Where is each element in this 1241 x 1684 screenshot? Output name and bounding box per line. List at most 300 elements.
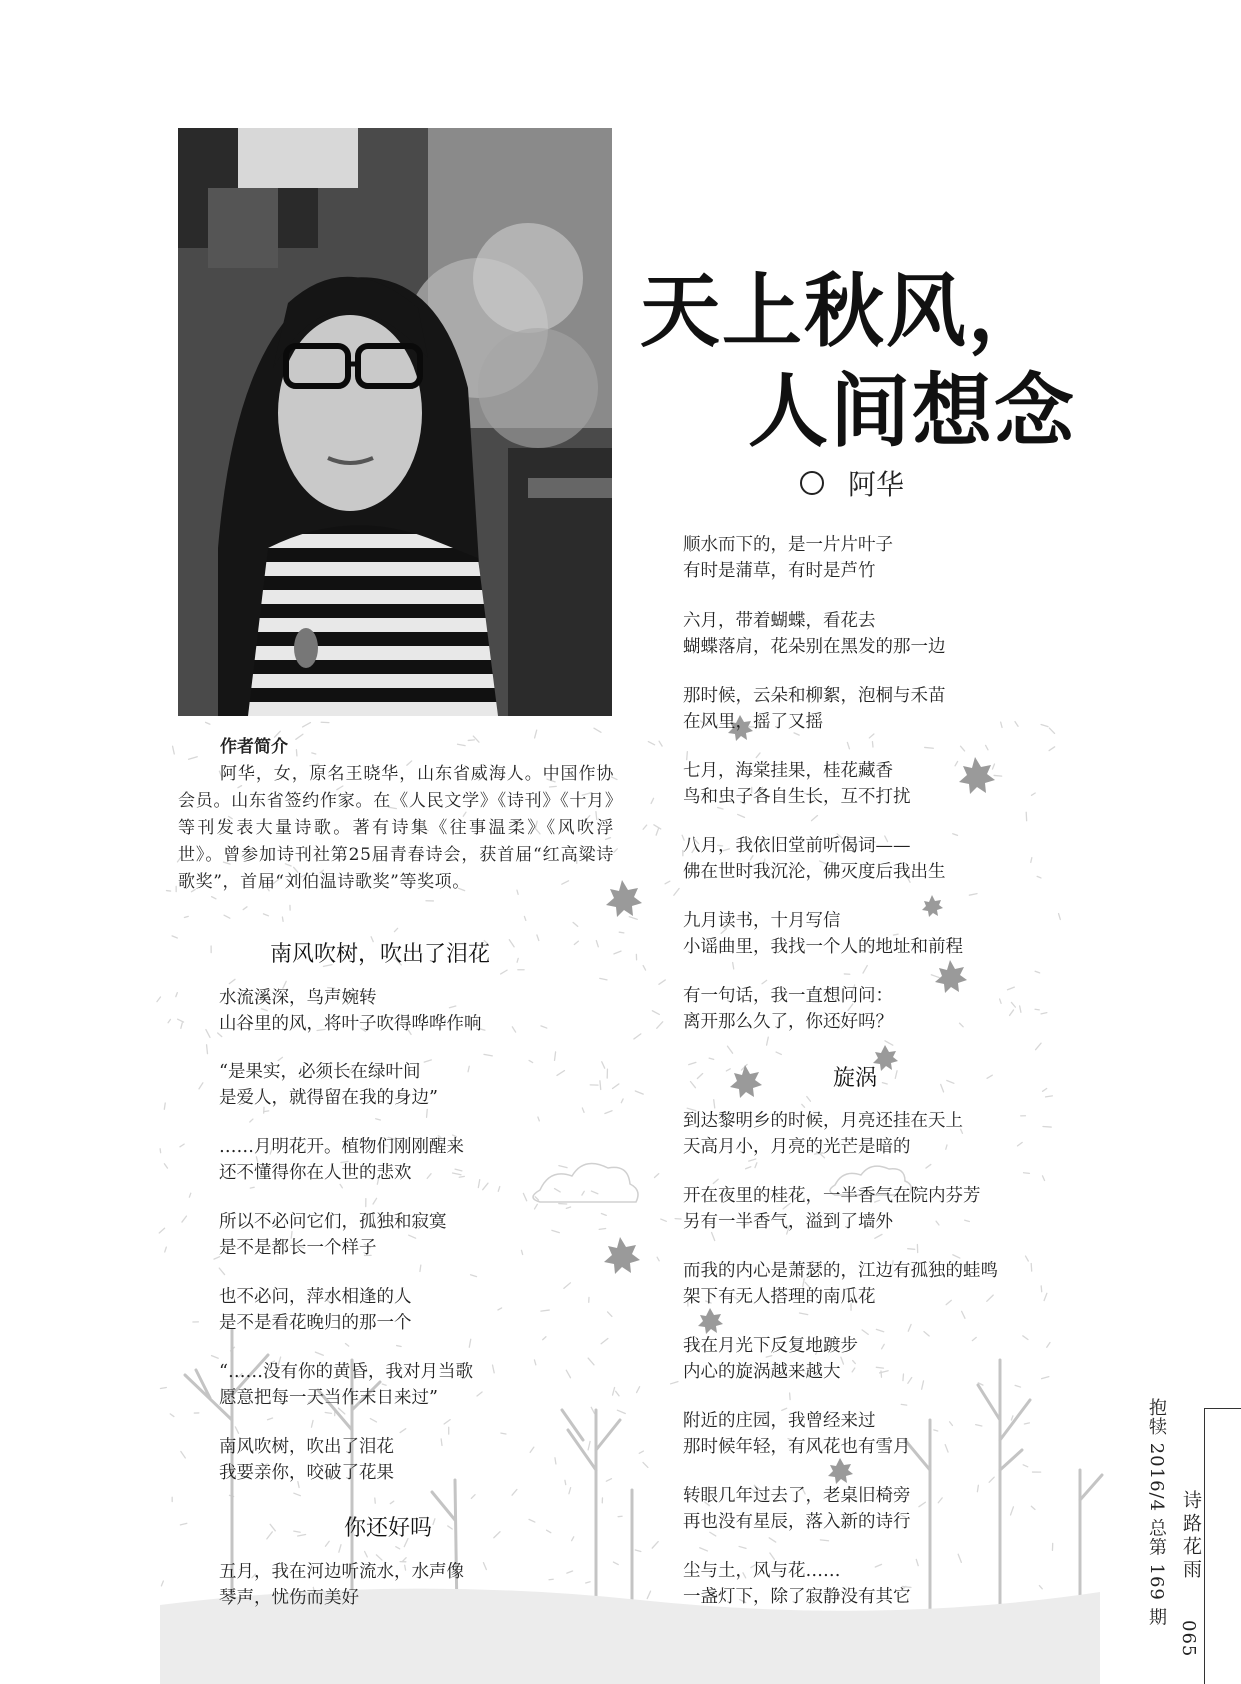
speckle-mark [483,1183,488,1190]
speckle-mark [521,1250,522,1254]
speckle-mark [955,761,958,765]
speckle-mark [881,1371,882,1377]
bio-heading: 作者简介 [220,737,288,757]
author-bio [178,734,614,896]
speckle-mark [588,1358,594,1365]
poem1-stanza [219,1134,464,1186]
speckle-mark [671,1382,678,1384]
poem-title-3: 旋涡 [833,1066,878,1091]
speckle-mark [524,916,525,920]
speckle-mark [339,1545,341,1553]
sidebar-divider-top [1204,1408,1241,1409]
speckle-mark [976,1425,982,1426]
poem2-stanza [683,758,911,810]
poem-line: 五月，我在河边听流水，水声像 [219,1562,464,1582]
speckle-mark [394,928,397,931]
column-name: 诗路花雨 [1180,1490,1202,1582]
speckle-mark [1042,1377,1049,1379]
speckle-mark [468,1066,469,1072]
speckle-mark [882,1083,887,1084]
speckle-mark [1023,1336,1028,1340]
speckle-mark [665,881,670,884]
speckle-mark [212,1356,219,1359]
poem-line: 有时是蒲草，有时是芦竹 [683,561,876,581]
poem-line: 那时候，云朵和柳絮，泡桐与禾苗 [683,686,946,706]
poem-line: ……月明花开。植物们刚刚醒来 [219,1137,464,1157]
poem-line: 附近的庄园，我曾经来过 [683,1411,876,1431]
speckle-mark [566,1207,570,1208]
speckle-mark [535,1204,538,1209]
speckle-mark [448,1526,452,1529]
speckle-mark [950,1422,953,1426]
speckle-mark [586,1582,590,1583]
speckle-mark [608,1312,612,1317]
poem2-stanza [683,532,893,584]
speckle-mark [652,1542,658,1549]
speckle-mark [547,1530,551,1532]
speckle-mark [206,1030,210,1038]
poem3-stanza [683,1258,998,1310]
speckle-mark [365,1551,368,1556]
speckle-mark [659,980,665,984]
speckle-mark [958,1554,961,1562]
poem-line: 在风里，摇了又摇 [683,712,823,732]
speckle-mark [494,1532,500,1538]
speckle-mark [643,825,647,829]
speckle-mark [184,916,188,917]
poem-line: 水流溪深，鸟声婉转 [219,988,377,1008]
speckle-mark [557,1071,565,1076]
speckle-mark [807,1097,811,1102]
speckle-mark [635,1091,643,1094]
speckle-mark [444,1420,450,1424]
speckle-mark [790,1393,791,1400]
speckle-mark [206,722,210,724]
speckle-mark [325,1412,331,1413]
speckle-mark [903,1374,904,1381]
speckle-mark [1035,971,1040,973]
bio-text: 阿华，女，原名王晓华，山东省威海人。中国作协会员。山东省签约作家。在《人民文学》《诗刊》《十月》等刊发表大量诗歌。著有诗集《往事温柔》《风吹浮世》。曾参加诗刊社第25届青春诗会，获首届“红高粱诗歌奖”，首届“刘伯温诗歌奖”等奖项。 [178,764,614,892]
speckle-mark [600,978,607,979]
speckle-mark [160,1387,166,1388]
speckle-mark [656,828,658,835]
speckle-mark [1049,728,1054,733]
speckle-mark [1041,1286,1042,1292]
article-title [640,262,1110,462]
speckle-mark [847,742,849,748]
speckle-mark [1010,1010,1014,1015]
author-byline [800,463,904,503]
poem-line: 九月读书，十月写信 [683,911,841,931]
poem2-stanza [683,908,963,960]
speckle-mark [613,1084,619,1089]
poem-line: “是果实，必须长在绿叶间 [219,1062,421,1082]
speckle-mark [643,966,645,971]
speckle-mark [1049,747,1055,751]
speckle-mark [433,1519,435,1525]
speckle-mark [1041,725,1048,727]
speckle-mark [629,917,637,920]
speckle-mark [1007,987,1014,990]
poem-line: 尘与土，风与花…… [683,1561,841,1581]
poem1-stanza [219,1209,447,1261]
poem-line: 鸟和虫子各自生长，互不打扰 [683,787,911,807]
speckle-mark [168,1019,170,1022]
speckle-mark [647,1591,650,1598]
speckle-mark [219,1268,224,1274]
speckle-mark [471,1495,475,1499]
poem3-stanza [683,1183,981,1235]
speckle-mark [165,1247,167,1252]
speckle-mark [1044,1293,1047,1300]
speckle-mark [992,764,994,769]
speckle-mark [613,1388,615,1396]
speckle-mark [1018,1142,1023,1145]
poem2-stanza [219,1559,464,1611]
speckle-mark [989,1477,994,1482]
poem-line: “……没有你的黄昏，我对月当歌 [219,1362,473,1382]
speckle-mark [639,1451,643,1453]
speckle-mark [925,747,934,748]
poem3-stanza [683,1108,963,1160]
speckle-mark [512,1489,517,1495]
speckle-mark [594,728,601,732]
speckle-mark [767,1037,769,1045]
speckle-mark [420,1265,421,1271]
speckle-mark [345,1344,348,1347]
speckle-mark [726,1069,730,1071]
speckle-mark [799,1313,807,1315]
speckle-mark [908,1378,912,1384]
speckle-mark [876,1329,883,1331]
speckle-mark [697,1074,702,1079]
speckle-mark [739,1546,746,1548]
page-number: 065 [1178,1620,1199,1658]
speckle-mark [397,1346,401,1347]
speckle-mark [591,1407,594,1413]
speckle-mark [582,1191,584,1195]
speckle-mark [564,1283,571,1289]
speckle-mark [962,1311,965,1318]
speckle-mark [541,1026,547,1028]
poem-line: 转眼几年过去了，老桌旧椅旁 [683,1486,911,1506]
poem-line: 是爱人，就得留在我的身边” [219,1088,438,1108]
poem-line: 天高月小，月亮的光芒是暗的 [683,1137,911,1157]
speckle-mark [181,1023,182,1029]
speckle-mark [619,932,624,933]
speckle-mark [541,1310,549,1311]
speckle-mark [926,1164,931,1168]
speckle-mark [181,1451,185,1457]
speckle-mark [738,814,745,817]
speckle-mark [941,1084,944,1091]
speckle-mark [1011,1002,1015,1007]
speckle-mark [616,1391,619,1396]
speckle-mark [552,1230,559,1232]
speckle-mark [509,940,514,947]
speckle-mark [172,936,177,938]
speckle-mark [977,1485,978,1492]
poem-title-2: 你还好吗 [344,1516,433,1541]
issue-info: 抱犊 2016/4 总第 169 期 [1146,1398,1167,1627]
speckle-mark [908,1249,915,1250]
speckle-mark [178,1019,184,1022]
poem-line: 八月，我依旧堂前听偈词—— [683,836,911,856]
title-line-2: 人间想念 [748,365,1076,458]
speckle-mark [498,1187,500,1192]
speckle-mark [267,1532,272,1539]
speckle-mark [567,1571,573,1573]
speckle-mark [648,742,654,745]
speckle-mark [934,1430,938,1431]
speckle-mark [931,975,939,978]
speckle-mark [602,1062,605,1068]
poem-line: 还不懂得你在人世的悲欢 [219,1163,412,1183]
speckle-mark [987,1075,992,1078]
speckle-mark [1024,1173,1030,1174]
speckle-mark [634,1034,641,1039]
speckle-mark [947,1080,954,1083]
speckle-mark [1046,1096,1053,1097]
speckle-mark [591,1191,597,1194]
speckle-mark [180,1523,186,1525]
speckle-mark [1036,1043,1041,1050]
speckle-mark [538,1117,539,1121]
speckle-mark [657,1257,659,1261]
speckle-mark [621,1099,623,1103]
poem-line: 我在月光下反复地踱步 [683,1336,858,1356]
speckle-mark [282,917,283,921]
speckle-mark [565,1480,566,1484]
speckle-mark [159,1228,164,1233]
speckle-mark [1020,1006,1021,1012]
speckle-mark [614,951,621,954]
speckle-mark [674,888,679,895]
speckle-mark [1035,1009,1039,1010]
speckle-mark [478,1180,479,1188]
speckle-mark [199,1083,203,1089]
speckle-mark [263,914,268,916]
speckle-mark [651,798,654,803]
speckle-mark [543,1337,546,1340]
speckle-mark [895,1071,897,1079]
speckle-mark [396,1547,400,1549]
poem-line: 到达黎明乡的时候，月亮还挂在天上 [683,1111,963,1131]
poem-line: 顺水而下的，是一片片叶子 [683,535,893,555]
poem2-stanza [683,833,946,885]
poem-line: 也不必问，萍水相逢的人 [219,1287,412,1307]
speckle-mark [617,1410,625,1413]
poem-line: 我要亲你，咬破了花果 [219,1463,394,1483]
speckle-mark [530,1447,534,1452]
speckle-mark [170,1414,174,1417]
speckle-mark [1043,1176,1045,1181]
speckle-mark [1015,1385,1020,1387]
speckle-mark [534,1360,535,1365]
speckle-mark [471,1275,477,1277]
poem2-stanza [683,683,946,735]
speckle-mark [390,1501,393,1503]
speckle-mark [493,1365,495,1373]
speckle-mark [916,1559,918,1565]
speckle-mark [601,1213,606,1215]
poem-line: 琴声，忧伤而美好 [219,1588,359,1608]
poem-line: 七月，海棠挂果，桂花藏香 [683,761,893,781]
speckle-mark [969,894,977,896]
poem-line: 愿意把每一天当作末日来过” [219,1388,438,1408]
speckle-mark [483,1563,486,1570]
poem-line: 再也没有星辰，落入新的诗行 [683,1512,911,1532]
speckle-mark [588,1441,590,1449]
speckle-mark [477,1392,482,1396]
speckle-mark [938,1498,942,1503]
poem-line: 内心的旋涡越来越大 [683,1362,841,1382]
speckle-mark [264,1111,269,1112]
speckle-mark [250,1187,254,1188]
speckle-mark [537,935,539,940]
speckle-mark [994,775,1002,776]
speckle-mark [566,1370,570,1378]
poem3-stanza [683,1333,858,1385]
speckle-mark [569,1488,571,1494]
speckle-mark [643,1462,648,1467]
speckle-mark [157,997,161,1002]
speckle-mark [1047,1343,1050,1348]
speckle-mark [501,1433,506,1434]
poem2-stanza [683,608,946,660]
speckle-mark [1011,1507,1014,1515]
speckle-mark [161,1581,163,1586]
poem1-stanza [219,1059,438,1111]
poem-line: 是不是都长一个样子 [219,1238,377,1258]
speckle-mark [746,1167,751,1169]
speckle-mark [654,825,661,829]
speckle-mark [572,1537,574,1541]
speckle-mark [876,1367,883,1368]
speckle-mark [298,1535,306,1537]
speckle-mark [189,1193,190,1197]
speckle-mark [370,1419,376,1422]
poem1-stanza [219,1359,473,1411]
author-portrait-image [178,128,612,716]
speckle-mark [555,1458,556,1464]
speckle-mark [469,1339,470,1347]
speckle-mark [1041,1013,1047,1014]
speckle-mark [1024,1423,1029,1424]
speckle-mark [250,1119,253,1122]
speckle-mark [1015,722,1018,727]
speckle-mark [953,834,958,836]
speckle-mark [529,1060,533,1062]
title-line-1: 天上秋风， [640,265,1050,358]
speckle-mark [555,1052,556,1060]
speckle-mark [1001,722,1002,727]
speckle-mark [517,958,518,962]
speckle-mark [1000,999,1001,1003]
circle-bullet-icon [800,471,824,495]
poem3-stanza [683,1408,911,1460]
speckle-mark [657,1022,663,1029]
poem-line: 所以不必问它们，孤独和寂寞 [219,1212,447,1232]
speckle-mark [613,1562,618,1565]
speckle-mark [986,745,988,749]
poem-line: 六月，带着蝴蝶，看花去 [683,611,876,631]
speckle-mark [659,741,662,746]
author-photo [178,128,612,716]
speckle-mark [945,1445,948,1452]
speckle-mark [756,753,760,758]
speckle-mark [802,1104,805,1107]
speckle-mark [501,970,507,974]
poem1-stanza [219,1284,412,1336]
speckle-mark [1031,1506,1035,1509]
poem3-stanza [683,1558,911,1610]
speckle-mark [1032,793,1036,795]
speckle-mark [160,1149,161,1153]
author-name: 阿华 [848,468,905,501]
speckle-mark [1023,1465,1028,1467]
speckle-mark [294,1531,300,1532]
speckle-mark [1037,876,1041,878]
poem-line: 离开那么久了，你还好吗？ [683,1012,893,1032]
poem1-stanza [219,985,482,1037]
speckle-mark [212,897,216,899]
poem-line: 蝴蝶落肩，花朵别在黑发的那一边 [683,637,946,657]
speckle-mark [164,1164,167,1168]
speckle-mark [714,1100,715,1108]
poem-line: 是不是看花晚归的那一个 [219,1313,412,1333]
speckle-mark [812,816,818,821]
speckle-mark [1039,1586,1042,1589]
speckle-mark [270,1524,275,1531]
speckle-mark [523,1193,526,1200]
speckle-mark [180,1144,184,1147]
speckle-mark [872,742,873,747]
poem-line: 架下有无人搭理的南瓜花 [683,1287,876,1307]
speckle-mark [229,979,235,983]
speckle-mark [574,941,578,944]
speckle-mark [376,1119,381,1120]
speckle-mark [901,1404,906,1405]
speckle-mark [924,1332,929,1336]
speckle-mark [207,1045,208,1054]
speckle-mark [733,963,734,969]
speckle-mark [885,1041,893,1045]
speckle-mark [176,993,178,997]
speckle-mark [311,1420,313,1427]
speckle-mark [1043,1088,1047,1091]
speckle-mark [689,1062,696,1064]
speckle-mark [600,1081,601,1090]
speckle-mark [637,1387,640,1393]
speckle-mark [182,1216,187,1222]
speckle-mark [164,1103,165,1109]
poem-title-1: 南风吹树，吹出了泪花 [270,942,491,967]
speckle-mark [919,1502,925,1506]
poem-line: 那时候年轻，有风花也有雪月 [683,1437,911,1457]
speckle-mark [400,1429,406,1433]
speckle-mark [529,1519,535,1522]
speckle-mark [294,1493,300,1495]
speckle-mark [700,1548,708,1551]
speckle-mark [769,1538,776,1542]
speckle-mark [972,1337,976,1340]
speckle-mark [961,746,965,751]
speckle-mark [863,966,867,973]
speckle-mark [235,1427,238,1433]
poem-line: 开在夜里的桂花，一半香气在院内芬芳 [683,1186,981,1206]
speckle-mark [605,1111,612,1114]
